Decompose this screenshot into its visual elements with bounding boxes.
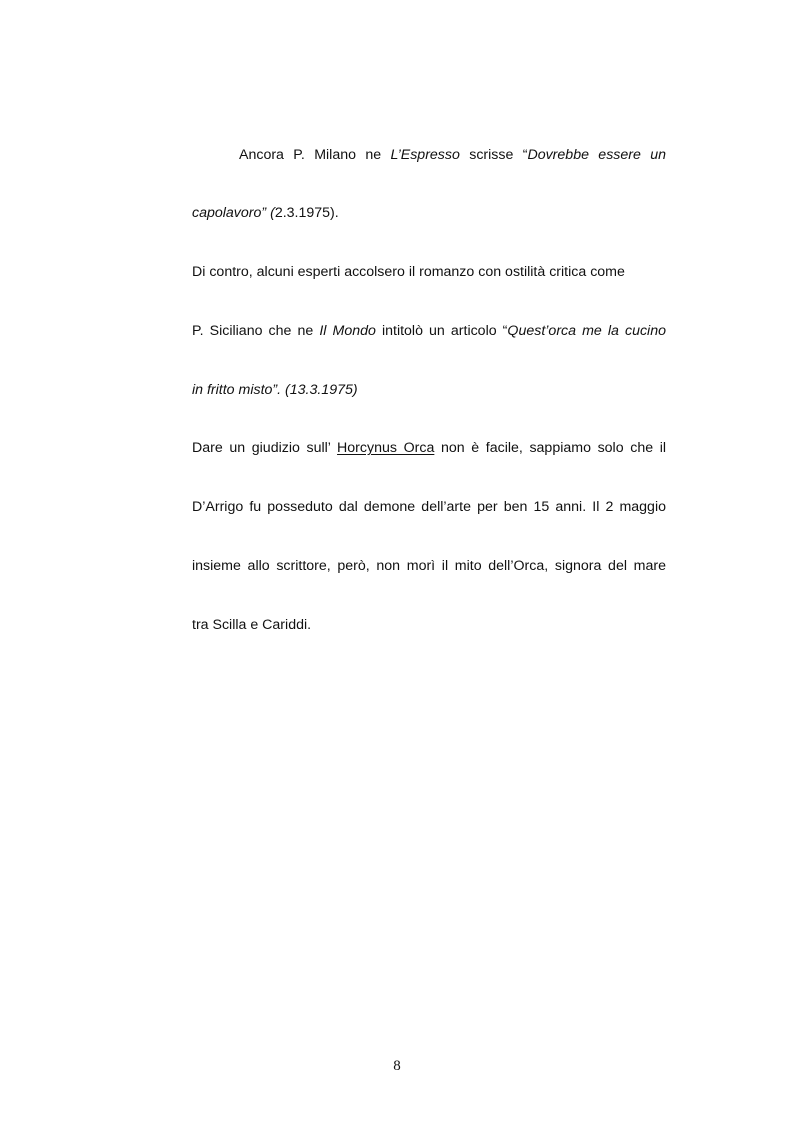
paragraph-3-line-4: [192, 613, 666, 637]
text-run: insieme allo scrittore, però, non morì il mito dell’Orca, signora del mare: [192, 558, 666, 574]
paragraph-1-line-2: [192, 201, 666, 225]
text-run: Di contro, alcuni esperti accolsero il romanzo con ostilità critica come: [192, 264, 625, 280]
text-run: Ancora P. Milano ne: [239, 147, 391, 163]
text-run: non è facile, sappiamo solo che il: [434, 440, 667, 456]
book-title-horcynus-orca: Horcynus Orca: [337, 440, 435, 456]
magazine-title-espresso: L’Espresso: [390, 147, 460, 163]
article-title: Quest’orca me la cucino: [507, 323, 666, 339]
text-run: intitolò un articolo “: [375, 323, 508, 339]
quote-text: capolavoro” (: [192, 205, 275, 221]
article-title-end: in fritto misto”. (13.3.1975): [192, 382, 358, 398]
paragraph-2-line-2: [192, 319, 666, 343]
text-run: P. Siciliano che ne: [192, 323, 320, 339]
page-number: 8: [393, 1058, 401, 1074]
text-run: scrisse “: [459, 147, 528, 163]
paragraph-3-line-1: [192, 436, 666, 460]
magazine-title-il-mondo: Il Mondo: [319, 323, 376, 339]
paragraph-2-line-1: [192, 260, 666, 284]
paragraph-3-line-2: [192, 495, 666, 519]
date-text: 2.3.1975).: [274, 205, 339, 221]
text-run: D’Arrigo fu posseduto dal demone dell’arte per ben 15 anni. Il 2 maggio: [192, 499, 666, 515]
text-run: tra Scilla e Cariddi.: [192, 617, 312, 633]
text-run: Dare un giudizio sull’: [192, 440, 338, 456]
quote-text: Dovrebbe essere un: [527, 147, 667, 163]
paragraph-1-line-1: [239, 143, 666, 167]
paragraph-2-line-3: [192, 378, 666, 402]
paragraph-3-line-3: [192, 554, 666, 578]
